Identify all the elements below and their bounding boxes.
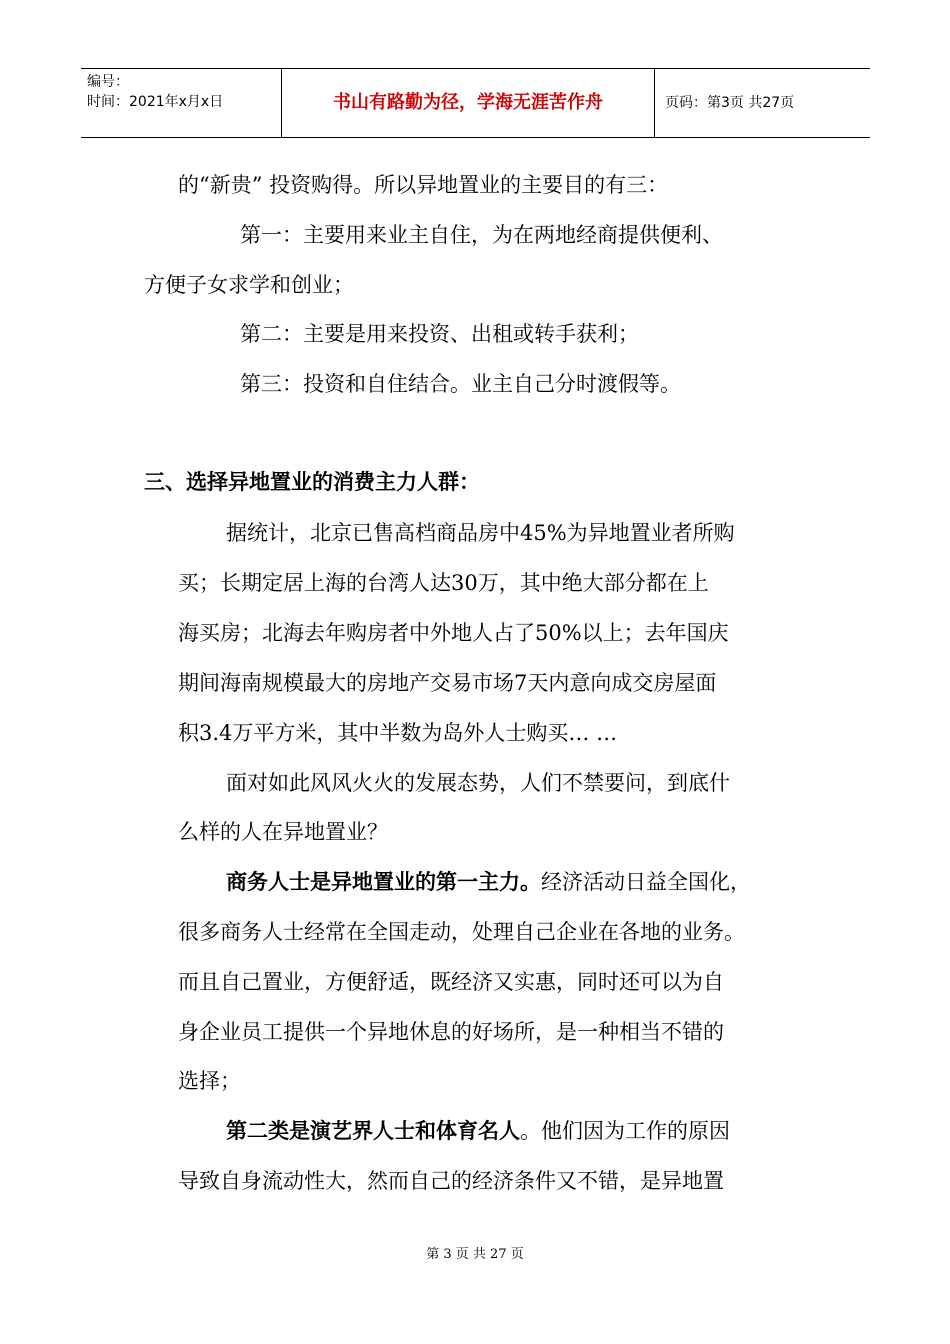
paragraph-line: 第一：主要用来业主自住，为在两地经商提供便利、 bbox=[240, 223, 723, 247]
line-text: 经济活动日益全国化， bbox=[541, 870, 751, 894]
page-footer: 第 3 页 共 27 页 bbox=[426, 1247, 524, 1262]
header-page-cell bbox=[655, 69, 870, 137]
paragraph-line: 面对如此风风火火的发展态势，人们不禁要问，到底什 bbox=[226, 771, 730, 795]
header-motto: 书山有路勤为径，学海无涯苦作舟 bbox=[333, 92, 603, 113]
bold-lead: 第二类是演艺界人士和体育名人 bbox=[226, 1119, 520, 1143]
document-number-label: 编号： bbox=[87, 74, 129, 90]
paragraph-line: 很多商务人士经常在全国走动，处理自己企业在各地的业务。 bbox=[178, 920, 745, 944]
paragraph-line bbox=[226, 1116, 730, 1146]
paragraph-line: 么样的人在异地置业？ bbox=[178, 820, 388, 844]
paragraph-line bbox=[226, 867, 751, 897]
paragraph-line: 身企业员工提供一个异地休息的好场所，是一种相当不错的 bbox=[178, 1020, 724, 1044]
page-header bbox=[81, 68, 870, 138]
paragraph-line: 期间海南规模最大的房地产交易市场7天内意向成交房屋面 bbox=[178, 671, 717, 695]
line-text: 。他们因为工作的原因 bbox=[520, 1119, 730, 1143]
paragraph-line: 买；长期定居上海的台湾人达30万，其中绝大部分都在上 bbox=[178, 571, 709, 595]
bold-lead: 商务人士是异地置业的第一主力。 bbox=[226, 870, 541, 894]
paragraph-line: 选择； bbox=[178, 1069, 241, 1093]
section-heading: 三、选择异地置业的消费主力人群： bbox=[144, 470, 480, 494]
paragraph-line: 第三：投资和自住结合。业主自己分时渡假等。 bbox=[240, 372, 681, 396]
paragraph-line: 导致自身流动性大，然而自己的经济条件又不错，是异地置 bbox=[178, 1169, 724, 1193]
paragraph-line: 而且自己置业，方便舒适，既经济又实惠，同时还可以为自 bbox=[178, 970, 724, 994]
paragraph-line: 方便子女求学和创业； bbox=[144, 273, 354, 297]
paragraph-line: 第二：主要是用来投资、出租或转手获利； bbox=[240, 322, 639, 346]
header-page-info: 页码：第3页 共27页 bbox=[665, 95, 795, 111]
paragraph-line: 的“新贵” 投资购得。所以异地置业的主要目的有三： bbox=[178, 173, 669, 197]
paragraph-line: 海买房；北海去年购房者中外地人占了50%以上；去年国庆 bbox=[178, 621, 729, 645]
paragraph-line: 积3.4万平方米，其中半数为岛外人士购买… … bbox=[178, 721, 618, 745]
document-date-label: 时间：2021年x月x日 bbox=[87, 94, 224, 110]
header-meta-cell bbox=[81, 69, 282, 137]
paragraph-line: 据统计，北京已售高档商品房中45%为异地置业者所购 bbox=[226, 521, 735, 545]
header-motto-cell bbox=[282, 69, 655, 137]
